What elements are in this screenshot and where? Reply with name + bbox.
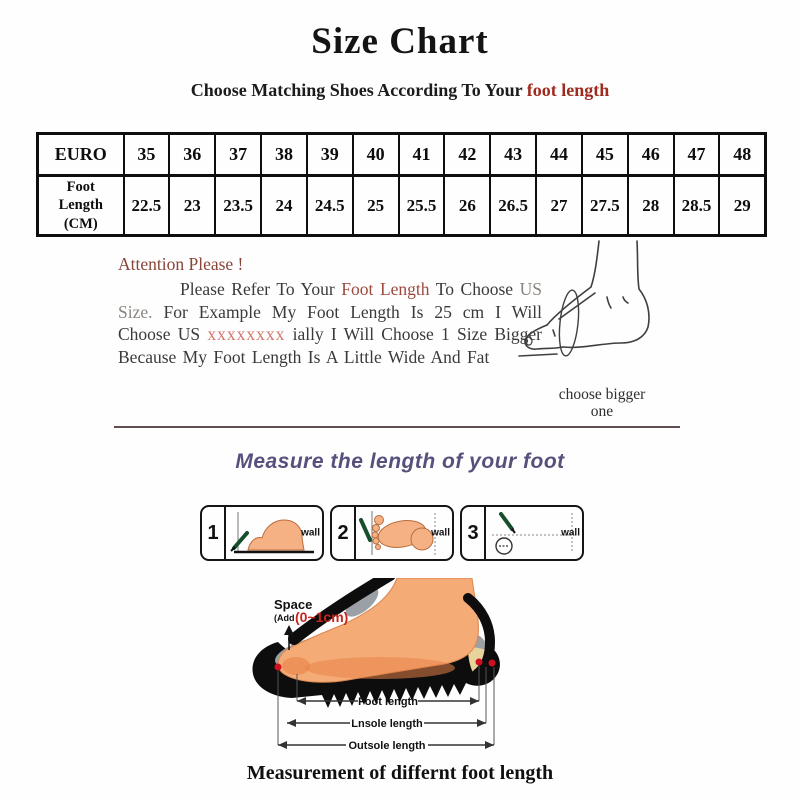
foot-length-cell: 23 [169, 176, 215, 236]
foot-length-cell: 23.5 [215, 176, 261, 236]
euro-size-cell: 37 [215, 134, 261, 176]
foot-length-cell: 24 [261, 176, 307, 236]
sketch-foot-top [547, 241, 599, 325]
foot-shading [305, 657, 455, 679]
foot-length-cell: 25.5 [399, 176, 445, 236]
euro-size-cell: 40 [353, 134, 399, 176]
measure-section-heading: Measure the length of your foot [235, 450, 565, 473]
attention-paragraph [118, 278, 542, 368]
euro-row [38, 134, 766, 176]
marker-dot-heel-outer [489, 660, 496, 667]
sketch-caption: choose bigger one [558, 386, 646, 420]
sketch-pointer-line [519, 354, 557, 356]
foot-sketch-illustration [515, 237, 660, 365]
foot-length-cell: 26 [444, 176, 490, 236]
foot-length-cell: 25 [353, 176, 399, 236]
pen-icon [361, 520, 370, 540]
attention-text-segment: ially I Will Choose 1 Size Bigger Because My Foot Length Is A Little Wide And Fat [118, 324, 542, 367]
subtitle-text: Choose Matching Shoes According To Your [190, 80, 527, 100]
page-title: Size Chart [311, 21, 489, 62]
foot-length-row-header: Foot Length (CM) [38, 176, 124, 236]
outsole-length-label: Outsole length [348, 740, 426, 752]
pen-tip [512, 529, 515, 533]
euro-size-cell: 48 [719, 134, 765, 176]
bottom-caption: Measurement of differnt foot length [246, 762, 554, 784]
step-number: 1 [202, 507, 226, 559]
step-1-illustration [226, 507, 322, 559]
foot-length-cell: 22.5 [124, 176, 170, 236]
euro-size-cell: 45 [582, 134, 628, 176]
space-arrow-head [284, 625, 294, 635]
foot-length-cell: 26.5 [490, 176, 536, 236]
wall-label: wall [301, 527, 320, 539]
attention-text-segment: For Example My Foot Length Is 25 cm I Will Choose US [118, 301, 542, 344]
step-number: 2 [332, 507, 356, 559]
step-3-illustration [486, 507, 582, 559]
space-add-label: (Add [274, 613, 295, 623]
foot-length-cell: 28.5 [674, 176, 720, 236]
attention-text-segment: US Size. [118, 279, 542, 322]
sketch-ankle-mark-right [623, 297, 628, 303]
insole-length-label: Lnsole length [351, 718, 423, 730]
attention-block [118, 254, 542, 368]
subtitle [0, 80, 800, 101]
space-range-label: (0~1cm) [295, 609, 349, 625]
marker-dot-heel-inner [476, 659, 483, 666]
attention-text-segment: xxxxxxxx [207, 324, 286, 344]
measure-step-3-panel [460, 505, 584, 561]
sketch-toe-nail [526, 337, 532, 345]
subtitle-highlight: foot length [526, 80, 610, 100]
sketch-toe-crease [553, 330, 555, 336]
toe-shading [282, 657, 310, 675]
measure-step-2-panel [330, 505, 454, 561]
marker-dot-toe [275, 664, 282, 671]
wall-label: wall [431, 527, 450, 539]
wall-label: wall [561, 527, 580, 539]
attention-text-segment: Foot Length [341, 279, 430, 299]
section-divider [114, 426, 680, 428]
step-number: 3 [462, 507, 486, 559]
foot-length-label: Foot length [358, 696, 418, 708]
euro-size-cell: 39 [307, 134, 353, 176]
attention-heading: Attention Please ! [118, 254, 244, 274]
foot-length-cell: 29 [719, 176, 765, 236]
pen-icon [234, 533, 247, 548]
euro-size-cell: 43 [490, 134, 536, 176]
size-table [36, 132, 767, 237]
measure-step-1-panel [200, 505, 324, 561]
euro-size-cell: 42 [444, 134, 490, 176]
foot-side-illustration [248, 520, 304, 550]
euro-size-cell: 47 [674, 134, 720, 176]
sketch-ankle-mark-left [607, 297, 611, 308]
attention-text-segment: Please Refer To Your [180, 279, 342, 299]
euro-size-cell: 36 [169, 134, 215, 176]
euro-size-cell: 38 [261, 134, 307, 176]
foot-length-cell: 27.5 [582, 176, 628, 236]
footprint-illustration [372, 516, 433, 551]
euro-row-header: EURO [38, 134, 124, 176]
pen-icon [501, 514, 512, 529]
foot-length-cell: 24.5 [307, 176, 353, 236]
shoe-measurement-diagram [230, 578, 590, 760]
pen-tip [231, 547, 235, 551]
space-label: Space [274, 597, 313, 612]
euro-size-cell: 35 [124, 134, 170, 176]
foot-length-cell: 27 [536, 176, 582, 236]
euro-size-cell: 44 [536, 134, 582, 176]
foot-length-row [38, 176, 766, 236]
foot-length-cell: 28 [628, 176, 674, 236]
attention-text-segment: To Choose [429, 279, 520, 299]
euro-size-cell: 46 [628, 134, 674, 176]
euro-size-cell: 41 [399, 134, 445, 176]
step-2-illustration [356, 507, 452, 559]
